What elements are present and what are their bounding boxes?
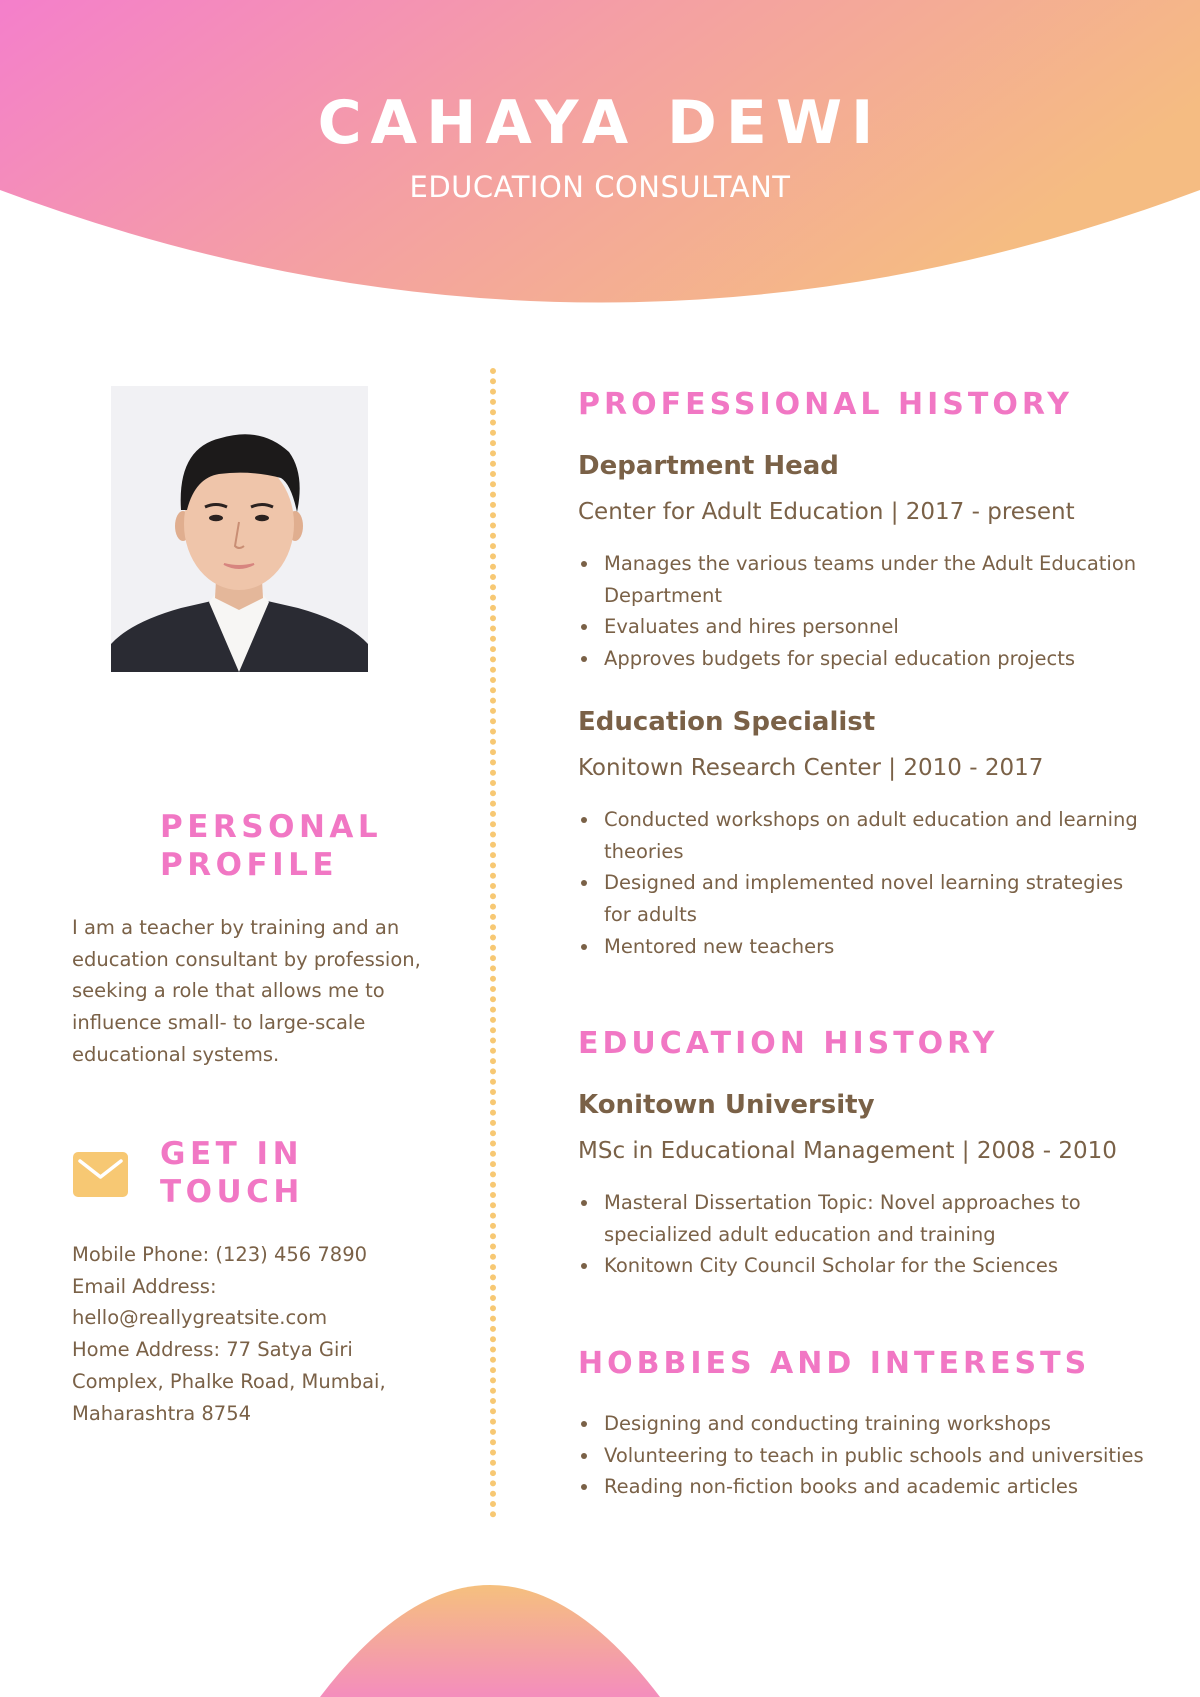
list-item — [578, 1187, 1081, 1250]
list-item-line: Evaluates and hires personnel — [604, 615, 899, 639]
contact-details — [72, 1239, 386, 1429]
hobbies-heading: HOBBIES AND INTERESTS — [578, 1346, 1091, 1381]
portrait-photo — [111, 386, 368, 672]
job-organization: Center for Adult Education | 2017 - present — [578, 499, 1075, 525]
job-organization: Konitown Research Center | 2010 - 2017 — [578, 755, 1044, 781]
list-item — [578, 1471, 1144, 1503]
heading-line: PROFILE — [160, 847, 339, 883]
list-item — [578, 804, 1138, 867]
profile-line: educational systems. — [72, 1042, 280, 1066]
column-divider — [490, 368, 496, 1520]
contact-address-line: Complex, Phalke Road, Mumbai, — [72, 1369, 386, 1393]
professional-history-heading: PROFESSIONAL HISTORY — [578, 387, 1074, 422]
list-item-line: Designing and conducting training workshops — [604, 1412, 1051, 1435]
list-item — [578, 1408, 1144, 1440]
degree-info: MSc in Educational Management | 2008 - 2010 — [578, 1138, 1117, 1164]
contact-email-link[interactable]: hello@reallygreatsite.com — [72, 1306, 328, 1330]
candidate-title: EDUCATION CONSULTANT — [409, 170, 791, 204]
job-role: Education Specialist — [578, 707, 876, 737]
list-item-line: for adults — [604, 903, 697, 927]
job-duties-list — [578, 548, 1136, 675]
profile-line: I am a teacher by training and an — [72, 916, 400, 939]
list-item-line: Designed and implemented novel learning strategies — [604, 871, 1124, 895]
list-item — [578, 931, 1138, 963]
education-history-heading: EDUCATION HISTORY — [578, 1026, 999, 1061]
list-item-line: Konitown City Council Scholar for the Sciences — [604, 1254, 1058, 1278]
hobbies-list — [578, 1408, 1144, 1503]
contact-email-label: Email Address: — [72, 1274, 217, 1298]
list-item-line: Reading non-fiction books and academic articles — [604, 1475, 1079, 1499]
personal-profile-heading — [160, 808, 382, 884]
get-in-touch-heading — [160, 1135, 304, 1211]
heading-line: TOUCH — [160, 1174, 304, 1210]
candidate-name: CAHAYA DEWI — [317, 88, 883, 158]
list-item — [578, 548, 1136, 611]
contact-address-line: Home Address: 77 Satya Giri — [72, 1338, 353, 1362]
heading-line: PERSONAL — [160, 809, 383, 845]
education-details-list — [578, 1187, 1081, 1282]
profile-line: seeking a role that allows me to — [72, 979, 385, 1003]
list-item — [578, 611, 1136, 643]
envelope-icon — [73, 1152, 128, 1197]
list-item-line: Manages the various teams under the Adult Education — [604, 552, 1137, 575]
list-item-line: Department — [604, 583, 722, 607]
job-role: Department Head — [578, 451, 839, 481]
list-item-line: Volunteering to teach in public schools and universities — [604, 1443, 1144, 1467]
list-item — [578, 1440, 1144, 1472]
job-duties-list — [578, 804, 1138, 963]
list-item — [578, 867, 1138, 930]
list-item-line: Conducted workshops on adult education and learning — [604, 808, 1138, 831]
heading-line: GET IN — [160, 1136, 304, 1172]
profile-line: influence small- to large-scale — [72, 1011, 366, 1035]
contact-address-line: Maharashtra 8754 — [72, 1401, 252, 1425]
profile-line: education consultant by profession, — [72, 947, 421, 971]
list-item-line: Mentored new teachers — [604, 934, 835, 958]
school-name: Konitown University — [578, 1090, 875, 1120]
list-item-line: Masteral Dissertation Topic: Novel approaches to — [604, 1191, 1081, 1214]
list-item — [578, 1250, 1081, 1282]
contact-phone: Mobile Phone: (123) 456 7890 — [72, 1243, 368, 1266]
list-item-line: theories — [604, 839, 684, 863]
list-item-line: specialized adult education and training — [604, 1222, 996, 1246]
profile-summary — [72, 912, 421, 1071]
list-item-line: Approves budgets for special education projects — [604, 647, 1076, 671]
bottom-gradient-arc — [0, 1585, 1200, 1697]
list-item — [578, 643, 1136, 675]
